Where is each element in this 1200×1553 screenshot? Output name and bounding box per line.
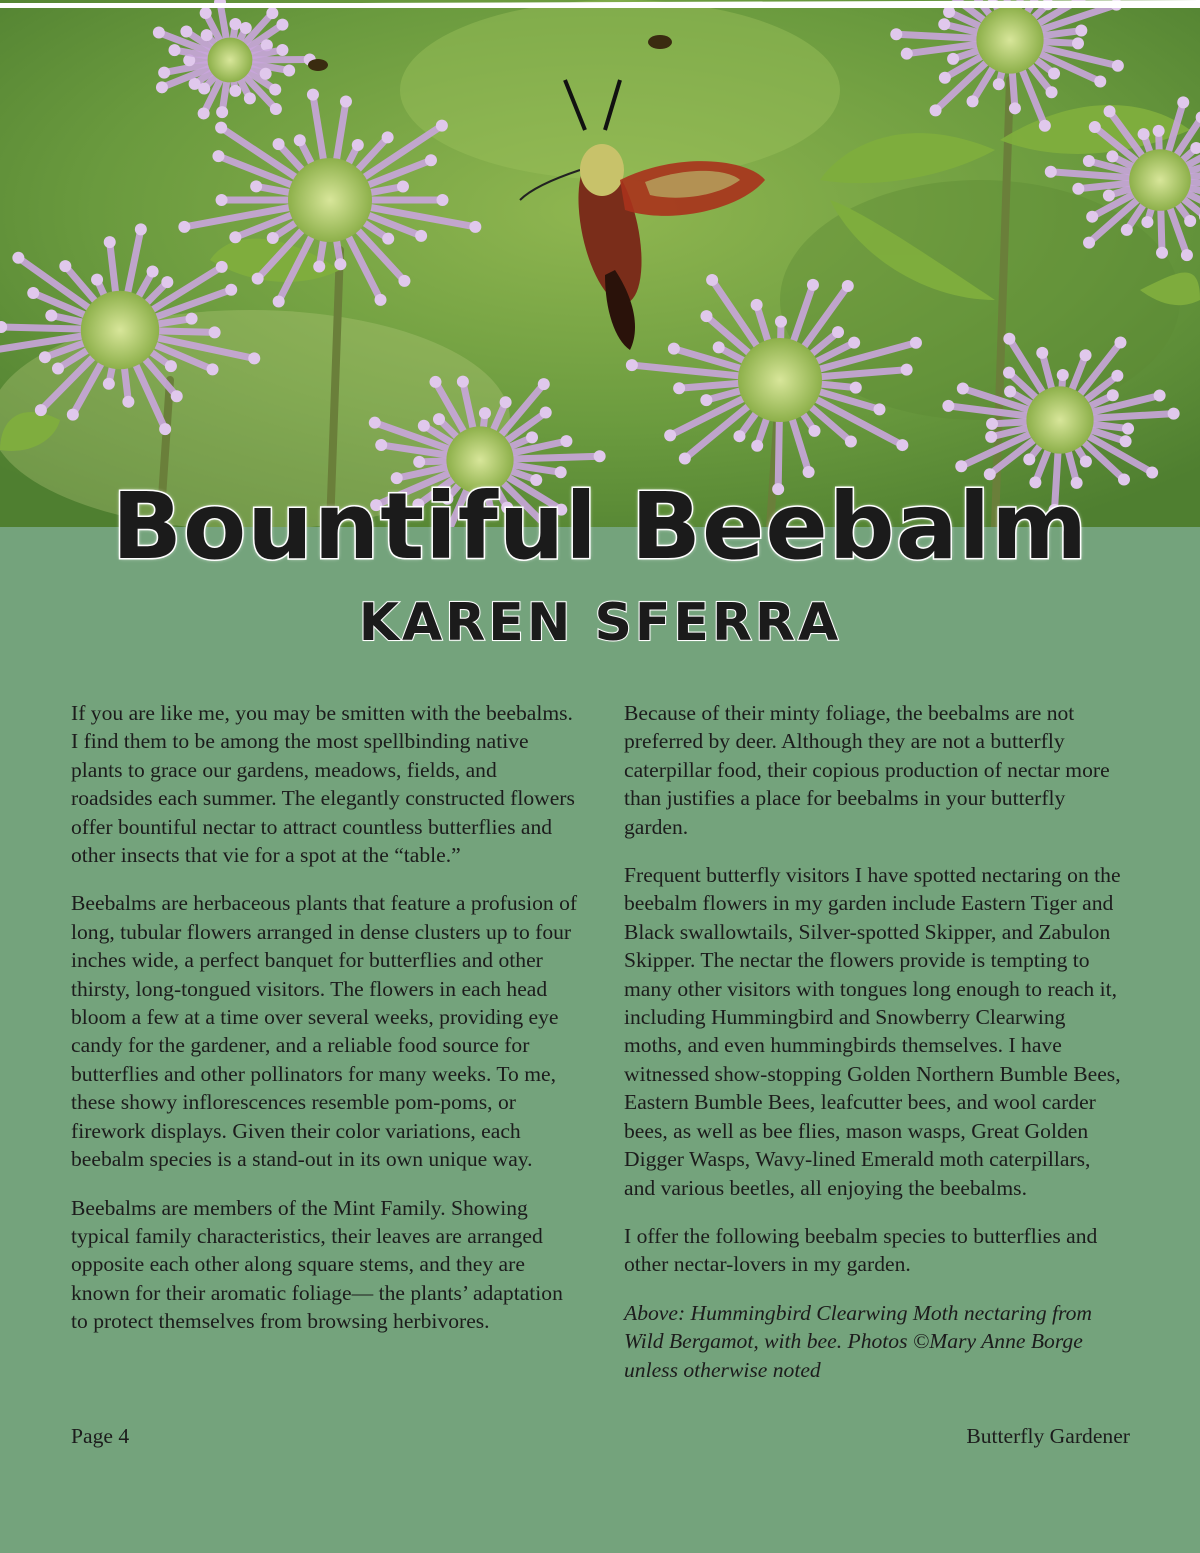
photo-edge [0, 0, 1200, 8]
paragraph: If you are like me, you may be smitten with the beebalms. I find them to be among the most spellbinding native plants to grace our gardens, meadows, fields, and roadsides each summer. The elegantly constructed flowers offer bountiful nectar to attract countless butterflies and other insects that vie for a spot at the “table.” [71, 701, 575, 868]
hero-photo [0, 0, 1200, 527]
beebalm-moth-illustration [0, 0, 1200, 527]
publication-name: Butterfly Gardener [966, 1424, 1130, 1448]
paragraph: Because of their minty foliage, the beebalms are not preferred by deer. Although they are not a butterfly caterpillar food, their copious production of nectar more than justifies a place for beebalms in your butterfly garden. [624, 701, 1110, 839]
photo-caption: Above: Hummingbird Clearwing Moth nectaring from Wild Bergamot, with bee. Photos ©Mary Anne Borge unless otherwise noted [624, 1300, 1093, 1382]
paragraph: I offer the following beebalm species to butterflies and other nectar-lovers in my garden. [624, 1223, 1098, 1277]
author-byline: KAREN SFERRA [358, 593, 842, 653]
article-title: Bountiful Beebalm [111, 473, 1089, 580]
paragraph: Frequent butterfly visitors I have spotted nectaring on the beebalm flowers in my garden include Eastern Tiger and Black swallowtails, Silver-spotted Skipper, and Zabulon Skipper. The nectar the flowers provide is tempting to many other visitors with tongues long enough to reach it, including Hummingbird and Snowberry Clearwing moths, and even hummingbirds themselves. I have witnessed show-stopping Golden Northern Bumble Bees, Eastern Bumble Bees, leafcutter bees, and wool carder bees, as well as bee flies, mason wasps, Great Golden Digger Wasps, Wavy-lined Emerald moth caterpillars, and various beetles, all enjoying the beebalms. [624, 863, 1121, 1200]
paragraph: Beebalms are herbaceous plants that feature a profusion of long, tubular flowers arranged in dense clusters up to four inches wide, a perfect banquet for butterflies and other thirsty, long-tongued visitors. The flowers in each head bloom a few at a time over several weeks, providing eye candy for the gardener, and a reliable food source for butterflies and other pollinators for many weeks. To me, these showy inflorescences resemble pom-poms, or firework displays. Given their color variations, each beebalm species is a stand-out in its own unique way. [71, 891, 578, 1172]
page-number: Page 4 [71, 1424, 130, 1448]
left-column [71, 699, 583, 1356]
paragraph: Beebalms are members of the Mint Family. Showing typical family characteristics, their leaves are arranged opposite each other along square stems, and they are known for their aromatic foliage— the plants’ adaptation to protect themselves from browsing herbivores. [71, 1195, 563, 1334]
right-column [624, 699, 1124, 1404]
